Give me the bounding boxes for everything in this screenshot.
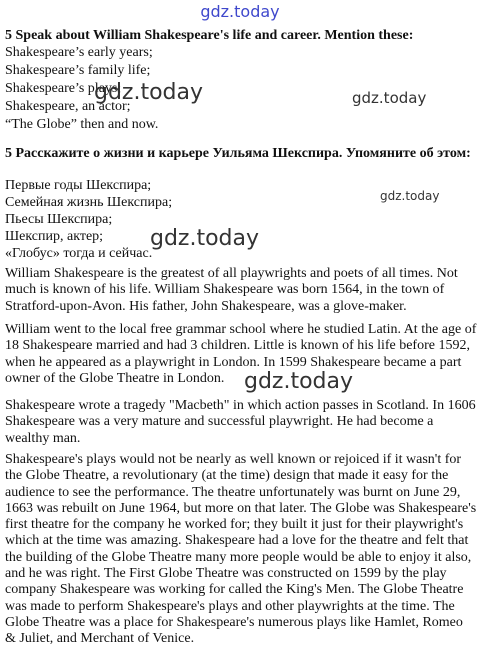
paragraph-1: William Shakespeare is the greatest of all playwrights and poets of all times. Not much is known of his life. William Shakespeare was born 1564, in the town of Stratford-upon-Avon. His father, John Shakespeare, was a glove-maker.: [5, 266, 458, 314]
paragraph-2: William went to the local free grammar school where he studied Latin. At the age of 18 Shakespeare married and had 3 children. Little is known of his life before 1592, when he appeared as a playwright in London. In 1599 Shakespeare became a part owner of the Globe Theatre in London.: [5, 322, 477, 386]
task-item-en-2: Shakespeare’s family life;: [5, 63, 151, 78]
task-item-ru-1: Первые годы Шекспира;: [5, 178, 152, 193]
watermark-4: gdz.today: [150, 226, 260, 251]
task-item-ru-4: Шекспир, актер;: [5, 229, 104, 244]
watermark-top: gdz.today: [200, 2, 280, 21]
task-item-en-1: Shakespeare’s early years;: [5, 45, 153, 60]
watermark-1: gdz.today: [94, 80, 204, 105]
task-item-en-3: Shakespeare’s plays;: [5, 81, 122, 96]
paragraph-3: Shakespeare wrote a tragedy "Macbeth" in which action passes in Scotland. In 1606 Shakespeare was a very mature and successful playwright. He had become a wealthy man.: [5, 398, 476, 446]
task-item-ru-5: «Глобус» тогда и сейчас.: [5, 246, 153, 261]
task-item-en-5: “The Globe” then and now.: [5, 117, 159, 132]
paragraph-4: Shakespeare's plays would not be nearly as well known or rejoiced if it wasn't for the Globe Theatre, a revolutionary (at the time) design that made it easy for the audience to see the performance. The theatre unfortunately was burnt on June 29, 1663 was rebuilt on June 1964, but more on that later. The Globe was Shakespeare's first theatre for the company he worked for; they built it just for their playwright's which at the time was amazing. Shakespeare had a love for the theatre and felt that the building of the Globe Theatre many more people would be able to enjoy it also, and he was right. The First Globe Theatre was constructed on 1599 by the play company Shakespeare was working for called the King's Men. The Globe Theatre was made to perform Shakespeare's plays and other playwrights at the time. The Globe Theatre was a place for Shakespeare's numerous plays like Hamlet, Romeo & Juliet, and Merchant of Venice.: [5, 452, 477, 647]
watermark-5: gdz.today: [244, 369, 354, 394]
task-item-en-4: Shakespeare, an actor;: [5, 99, 131, 114]
task-item-ru-3: Пьесы Шекспира;: [5, 212, 113, 227]
watermark-2: gdz.today: [352, 89, 427, 107]
watermark-3: gdz.today: [380, 189, 440, 203]
task-title-en: 5 Speak about William Shakespeare's life and career. Mention these:: [5, 28, 414, 43]
task-item-ru-2: Семейная жизнь Шекспира;: [5, 195, 173, 210]
task-title-ru: 5 Расскажите о жизни и карьере Уильяма Шекспира. Упомяните об этом:: [5, 146, 471, 161]
